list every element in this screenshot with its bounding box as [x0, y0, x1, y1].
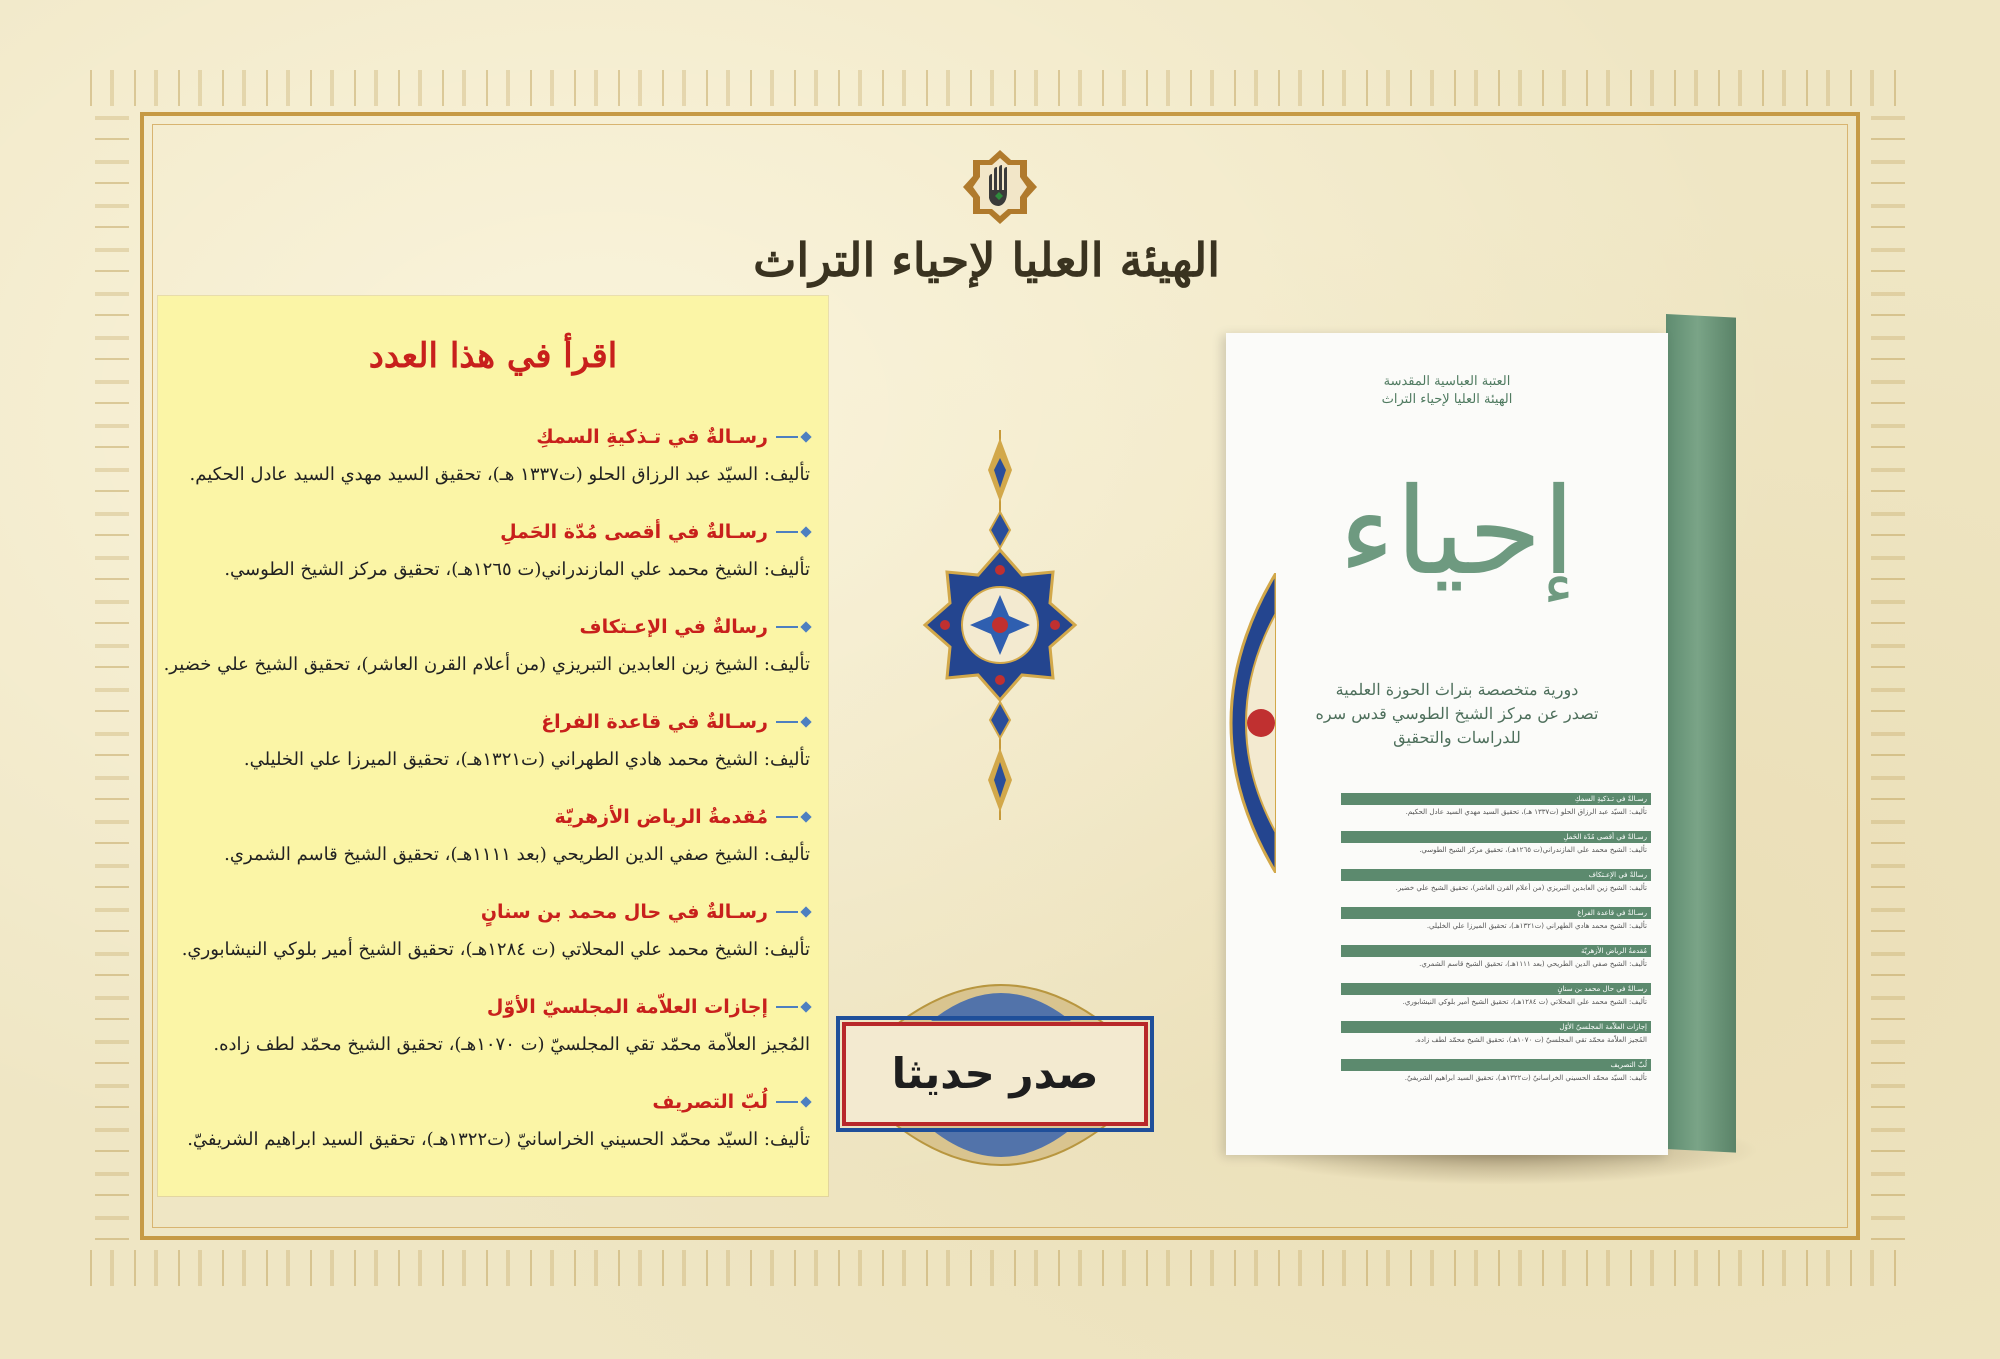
- toc-item: [170, 711, 810, 770]
- cover-publisher: العتبة العباسية المقدسة الهيئة العليا لإحياء التراث: [1381, 374, 1513, 407]
- bullet-icon: [776, 908, 810, 916]
- cover-contents-row: رسـالةٌ في أقصى مُدّة الحَملِ تأليف: الشيخ محمد علي المازندراني(ت ١٢٦٥هـ)، تحقيق مركز الشيخ الطوسي.: [1341, 831, 1651, 869]
- toc-item-heading: رسـالةٌ في حال محمد بن سنانٍ: [480, 901, 768, 923]
- organization-logo-icon: [961, 148, 1039, 226]
- bullet-icon: [776, 623, 810, 631]
- arabesque-medallion-icon: [900, 430, 1100, 820]
- decorative-border-right: [1871, 110, 1905, 1240]
- toc-item: [170, 426, 810, 485]
- cover-subtitle: دورية متخصصة بتراث الحوزة العلمية تصدر عن مركز الشيخ الطوسي قدس سره للدراسات والتحقيق: [1315, 680, 1599, 747]
- toc-item: [170, 1091, 810, 1150]
- toc-title: اقرأ في هذا العدد: [368, 336, 618, 376]
- decorative-border-left: [95, 110, 129, 1240]
- toc-item: [170, 996, 810, 1055]
- cover-contents-row: رسـالةٌ في تـذكيةِ السمكِ تأليف: السيّد عبد الرزاق الحلو (ت١٣٣٧ هـ)، تحقيق السيد مهدي السيد عادل الحكيم.: [1341, 793, 1651, 831]
- toc-item-detail: تأليف: الشيخ زين العابدين التبريزي (من أعلام القرن العاشر)، تحقيق الشيخ علي خضير.: [163, 654, 810, 675]
- toc-item-heading: لُبّ التصريف: [652, 1091, 768, 1113]
- toc-item-detail: تأليف: السيّد محمّد الحسيني الخراسانيّ (ت١٣٢٢هـ)، تحقيق السيد ابراهيم الشريفيّ.: [187, 1129, 810, 1150]
- toc-item-detail: تأليف: الشيخ محمد هادي الطهراني (ت١٣٢١هـ)، تحقيق الميرزا علي الخليلي.: [243, 749, 810, 770]
- toc-item-detail: تأليف: الشيخ صفي الدين الطريحي (بعد ١١١١هـ)، تحقيق الشيخ قاسم الشمري.: [224, 844, 810, 865]
- book-cover: [1226, 333, 1668, 1155]
- toc-item-detail: تأليف: السيّد عبد الرزاق الحلو (ت١٣٣٧ هـ)، تحقيق السيد مهدي السيد عادل الحكيم.: [189, 464, 810, 485]
- bullet-icon: [776, 528, 810, 536]
- toc-item-detail: تأليف: الشيخ محمد علي المحلاتي (ت ١٢٨٤هـ)، تحقيق الشيخ أمير بلوكي النيشابوري.: [181, 939, 810, 960]
- toc-item-heading: رسـالةٌ في تـذكيةِ السمكِ: [536, 426, 768, 448]
- cover-contents-row: لُبّ التصريف تأليف: السيّد محمّد الحسيني الخراسانيّ (ت١٣٢٢هـ)، تحقيق السيد ابراهيم الشريفيّ.: [1341, 1059, 1651, 1097]
- bullet-icon: [776, 813, 810, 821]
- cover-contents-row: مُقدمةُ الرياض الأزهريّة تأليف: الشيخ صفي الدين الطريحي (بعد ١١١١هـ)، تحقيق الشيخ قاسم الشمري.: [1341, 945, 1651, 983]
- bullet-icon: [776, 433, 810, 441]
- toc-item-heading: إجازات العلاّمة المجلسيّ الأوّل: [486, 996, 768, 1018]
- cover-contents-row: رسـالةٌ في قاعدة الفراغ تأليف: الشيخ محمد هادي الطهراني (ت١٣٢١هـ)، تحقيق الميرزا علي الخليلي.: [1341, 907, 1651, 945]
- bullet-icon: [776, 718, 810, 726]
- cover-contents: [1341, 793, 1651, 1097]
- table-of-contents-panel: [158, 296, 828, 1196]
- cover-contents-row: إجازات العلاّمة المجلسيّ الأوّل المُجيز العلاّمة محمّد تقي المجلسيّ (ت ١٠٧٠هـ)، تحقيق الشيخ محمّد لطف زاده.: [1341, 1021, 1651, 1059]
- cover-contents-row: رسـالةٌ في حال محمد بن سنانٍ تأليف: الشيخ محمد علي المحلاتي (ت ١٢٨٤هـ)، تحقيق الشيخ أمير بلوكي النيشابوري.: [1341, 983, 1651, 1021]
- new-release-badge: [842, 1022, 1148, 1126]
- toc-item-detail: المُجيز العلاّمة محمّد تقي المجلسيّ (ت ١٠٧٠هـ)، تحقيق الشيخ محمّد لطف زاده.: [213, 1034, 810, 1055]
- toc-item-heading: رسـالةٌ في قاعدة الفراغ: [541, 711, 768, 733]
- decorative-border-top: [90, 70, 1910, 106]
- toc-item-heading: رسـالةٌ في أقصى مُدّة الحَملِ: [500, 521, 768, 543]
- decorative-border-bottom: [90, 1250, 1910, 1286]
- book-spine: [1666, 314, 1736, 1153]
- badge-label: صدر حديثا: [891, 1049, 1099, 1098]
- toc-item: [170, 521, 810, 580]
- toc-item-heading: رسالةٌ في الإعـتكاف: [579, 616, 768, 638]
- toc-item-heading: مُقدمةُ الرياض الأزهريّة: [554, 806, 768, 828]
- bullet-icon: [776, 1003, 810, 1011]
- toc-item: [170, 901, 810, 960]
- toc-item-detail: تأليف: الشيخ محمد علي المازندراني(ت ١٢٦٥هـ)، تحقيق مركز الشيخ الطوسي.: [224, 559, 810, 580]
- bullet-icon: [776, 1098, 810, 1106]
- cover-title: إحياء: [1338, 463, 1576, 602]
- cover-contents-row: رسالةٌ في الإعـتكاف تأليف: الشيخ زين العابدين التبريزي (من أعلام القرن العاشر)، تحقيق الشيخ علي خضير.: [1341, 869, 1651, 907]
- toc-item: [163, 616, 810, 675]
- organization-name: الهيئة العليا لإحياء التراث: [753, 233, 1220, 287]
- toc-item: [170, 806, 810, 865]
